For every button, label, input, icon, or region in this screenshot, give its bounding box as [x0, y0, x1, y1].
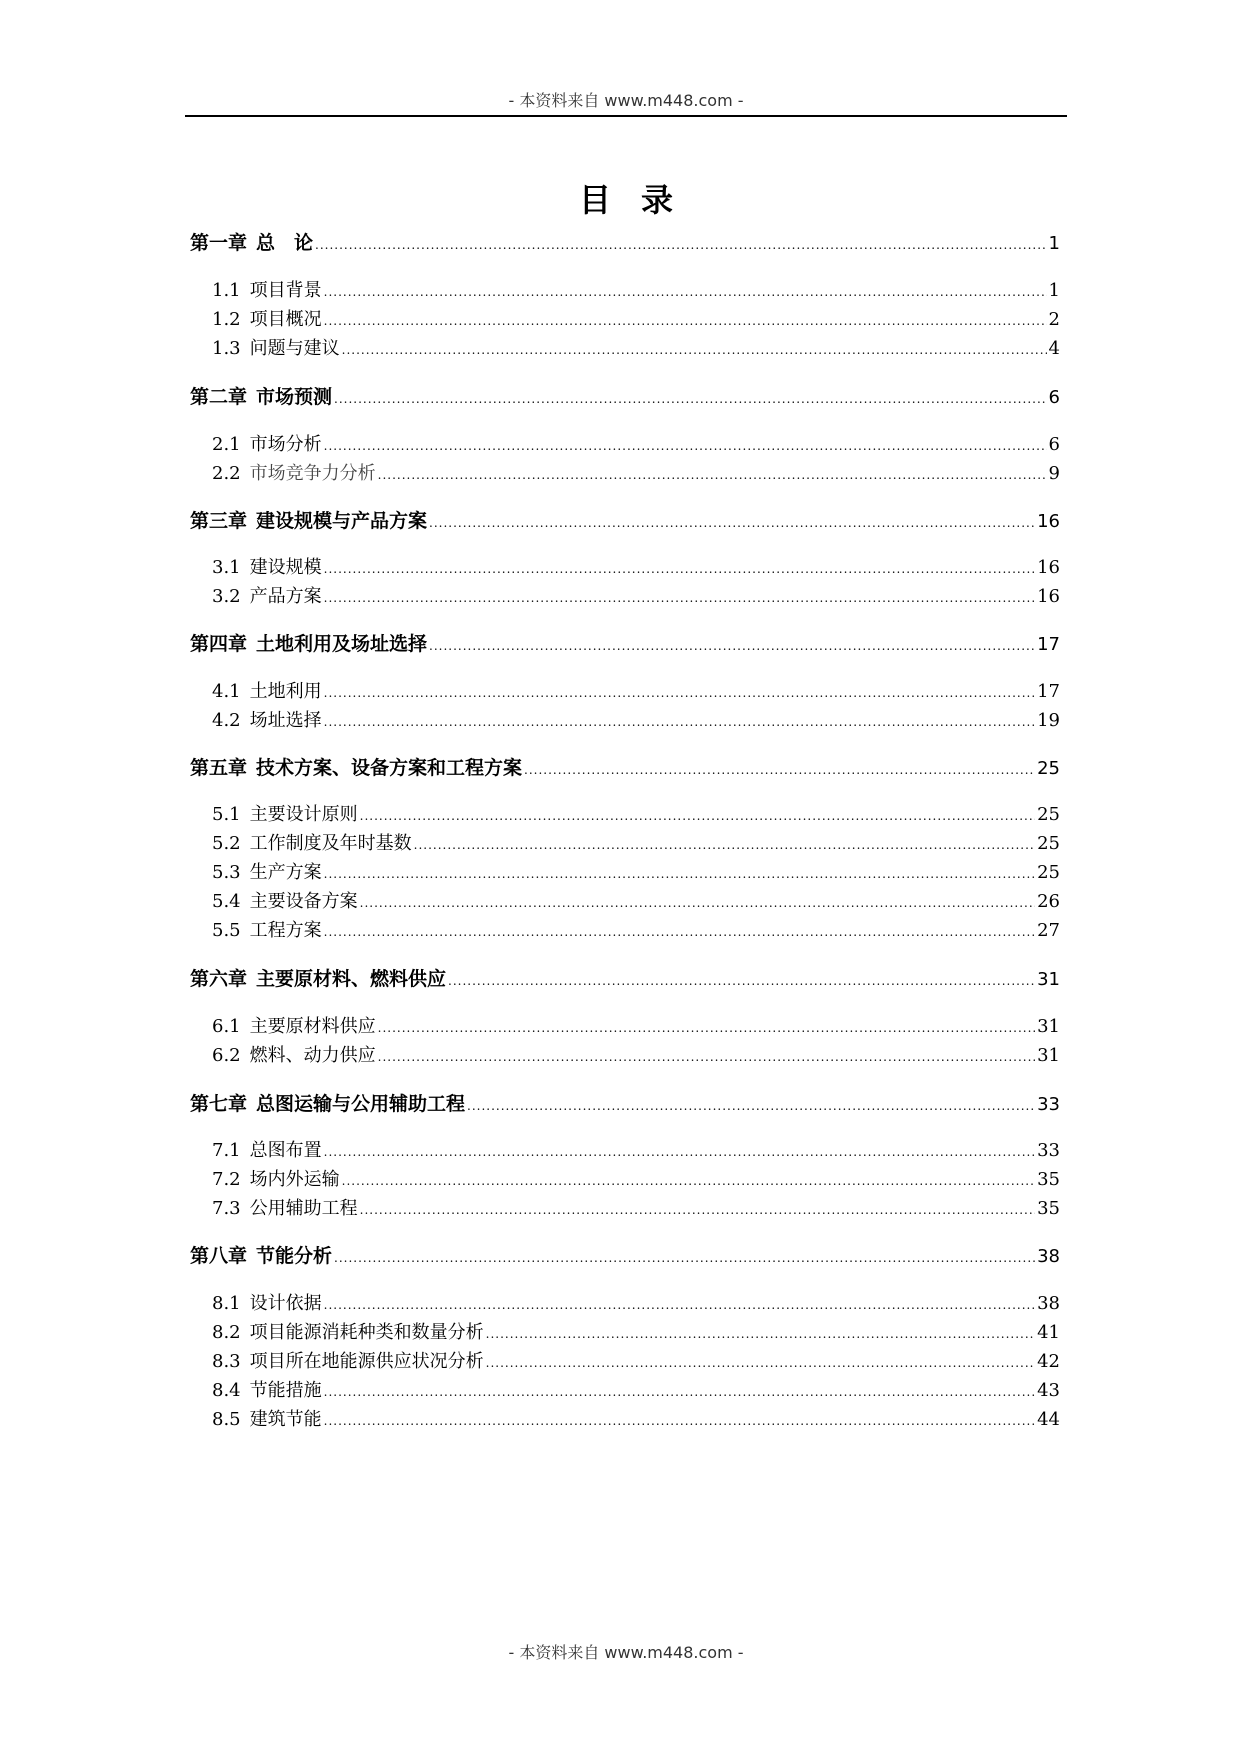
dot-leader	[467, 1099, 1035, 1113]
toc-entry-title: 项目背景	[249, 280, 322, 301]
toc-page-number: 9	[1048, 463, 1060, 484]
toc-entry-title: 项目能源消耗种类和数量分析	[249, 1322, 484, 1343]
toc-section-entry[interactable]	[212, 829, 1060, 855]
toc-entry-number: 第八章	[190, 1245, 248, 1267]
toc-section-entry[interactable]	[212, 1318, 1060, 1344]
toc-entry-title: 主要设计原则	[249, 804, 358, 825]
page-footer: - 本资料来自 www.m448.com -	[508, 1643, 744, 1662]
toc-page-number: 16	[1037, 557, 1060, 578]
toc-entry-title: 生产方案	[249, 862, 322, 883]
toc-page-number: 31	[1037, 1016, 1060, 1037]
dot-leader	[429, 639, 1035, 653]
toc-entry-title: 建设规模	[249, 557, 322, 578]
toc-entry-number: 第二章	[190, 386, 248, 408]
toc-entry-number: 第四章	[190, 633, 248, 655]
toc-section-entry[interactable]	[212, 858, 1060, 884]
toc-entry-title: 项目所在地能源供应状况分析	[249, 1351, 484, 1372]
toc-page-number: 43	[1037, 1380, 1060, 1401]
toc-entry-title: 总图运输与公用辅助工程	[256, 1093, 466, 1115]
toc-section-entry[interactable]	[212, 1347, 1060, 1373]
dot-leader	[448, 974, 1035, 988]
toc-entry-title: 主要原材料供应	[249, 1016, 376, 1037]
toc-entry-number: 4.1	[212, 681, 241, 702]
dot-leader	[360, 1203, 1035, 1217]
toc-entry-number: 3.2	[212, 586, 241, 607]
toc-page-number: 17	[1037, 681, 1060, 702]
toc-entry-number: 5.1	[212, 804, 241, 825]
toc-entry-number: 8.2	[212, 1322, 241, 1343]
toc-page-number: 16	[1037, 511, 1060, 532]
toc-page-number: 1	[1048, 233, 1060, 254]
toc-entry-number: 1.1	[212, 280, 241, 301]
toc-section-entry[interactable]	[212, 1194, 1060, 1220]
toc-page-number: 27	[1037, 920, 1060, 941]
toc-entry-title: 建设规模与产品方案	[256, 510, 428, 532]
dot-leader	[324, 591, 1035, 605]
toc-section-entry[interactable]	[212, 1289, 1060, 1315]
toc-entry-title: 设计依据	[249, 1293, 322, 1314]
toc-entry-title: 燃料、动力供应	[249, 1045, 376, 1066]
toc-entry-title: 产品方案	[249, 586, 322, 607]
toc-section-entry[interactable]	[212, 1041, 1060, 1067]
page-title: 目录	[578, 181, 703, 219]
toc-page-number: 25	[1037, 862, 1060, 883]
toc-chapter-entry[interactable]	[190, 382, 1060, 409]
toc-section-entry[interactable]	[212, 582, 1060, 608]
toc-entry-title: 技术方案、设备方案和工程方案	[256, 757, 523, 779]
toc-entry-title: 建筑节能	[249, 1409, 322, 1430]
toc-page-number: 1	[1048, 280, 1060, 301]
dot-leader	[324, 1298, 1035, 1312]
toc-section-entry[interactable]	[212, 1376, 1060, 1402]
toc-chapter-entry[interactable]	[190, 1089, 1060, 1116]
toc-entry-number: 第七章	[190, 1093, 248, 1115]
toc-section-entry[interactable]	[212, 459, 1060, 485]
dot-leader	[360, 896, 1035, 910]
toc-entry-number: 第一章	[190, 232, 248, 254]
dot-leader	[414, 838, 1035, 852]
toc-page-number: 25	[1037, 833, 1060, 854]
toc-page-number: 35	[1037, 1169, 1060, 1190]
toc-page-number: 38	[1037, 1246, 1060, 1267]
toc-page-number: 17	[1037, 634, 1060, 655]
dot-leader	[486, 1356, 1035, 1370]
page-header: - 本资料来自 www.m448.com -	[508, 91, 744, 110]
toc-section-entry[interactable]	[212, 800, 1060, 826]
toc-entry-title: 总图布置	[249, 1140, 322, 1161]
dot-leader	[342, 343, 1047, 357]
dot-leader	[324, 285, 1047, 299]
toc-page-number: 33	[1037, 1094, 1060, 1115]
toc-entry-title: 主要设备方案	[249, 891, 358, 912]
toc-entry-number: 8.4	[212, 1380, 241, 1401]
toc-entry-number: 1.3	[212, 338, 241, 359]
dot-leader	[324, 925, 1035, 939]
toc-entry-number: 7.1	[212, 1140, 241, 1161]
toc-page-number: 6	[1048, 434, 1060, 455]
toc-section-entry[interactable]	[212, 430, 1060, 456]
toc-entry-number: 7.3	[212, 1198, 241, 1219]
toc-chapter-entry[interactable]	[190, 506, 1060, 533]
dot-leader	[324, 686, 1035, 700]
toc-entry-title: 节能措施	[249, 1380, 322, 1401]
toc-page-number: 4	[1048, 338, 1060, 359]
toc-section-entry[interactable]	[212, 334, 1060, 360]
toc-entry-number: 8.5	[212, 1409, 241, 1430]
toc-section-entry[interactable]	[212, 887, 1060, 913]
toc-page-number: 19	[1037, 710, 1060, 731]
dot-leader	[486, 1327, 1035, 1341]
toc-page-number: 41	[1037, 1322, 1060, 1343]
toc-section-entry[interactable]	[212, 1012, 1060, 1038]
toc-chapter-entry[interactable]	[190, 228, 1060, 255]
toc-entry-number: 4.2	[212, 710, 241, 731]
toc-entry-number: 5.2	[212, 833, 241, 854]
toc-entry-number: 2.1	[212, 434, 241, 455]
toc-entry-title: 场址选择	[249, 710, 322, 731]
toc-section-entry[interactable]	[212, 706, 1060, 732]
toc-page-number: 25	[1037, 804, 1060, 825]
dot-leader	[324, 1385, 1035, 1399]
dot-leader	[429, 516, 1035, 530]
toc-page-number: 6	[1048, 387, 1060, 408]
toc-page-number: 31	[1037, 1045, 1060, 1066]
toc-entry-title: 节能分析	[256, 1245, 333, 1267]
toc-entry-title: 问题与建议	[249, 338, 340, 359]
toc-section-entry[interactable]	[212, 916, 1060, 942]
toc-entry-title: 市场竞争力分析	[249, 463, 376, 484]
toc-entry-title: 总 论	[256, 232, 314, 254]
toc-page-number: 35	[1037, 1198, 1060, 1219]
dot-leader	[324, 439, 1047, 453]
toc-chapter-entry[interactable]	[190, 753, 1060, 780]
toc-page-number: 42	[1037, 1351, 1060, 1372]
dot-leader	[334, 392, 1047, 406]
toc-section-entry[interactable]	[212, 1165, 1060, 1191]
toc-page-number: 44	[1037, 1409, 1060, 1430]
toc-entry-number: 8.1	[212, 1293, 241, 1314]
dot-leader	[360, 809, 1035, 823]
toc-entry-number: 6.1	[212, 1016, 241, 1037]
toc-section-entry[interactable]	[212, 553, 1060, 579]
dot-leader	[378, 1050, 1035, 1064]
toc-entry-number: 第五章	[190, 757, 248, 779]
toc-entry-title: 工程方案	[249, 920, 322, 941]
toc-entry-number: 8.3	[212, 1351, 241, 1372]
toc-chapter-entry[interactable]	[190, 629, 1060, 656]
toc-entry-number: 5.3	[212, 862, 241, 883]
toc-page-number: 16	[1037, 586, 1060, 607]
toc-page-number: 2	[1048, 309, 1060, 330]
toc-page-number: 38	[1037, 1293, 1060, 1314]
toc-entry-title: 土地利用及场址选择	[256, 633, 428, 655]
toc-entry-title: 项目概况	[249, 309, 322, 330]
dot-leader	[378, 468, 1047, 482]
toc-entry-title: 工作制度及年时基数	[249, 833, 412, 854]
dot-leader	[524, 763, 1035, 777]
toc-section-entry[interactable]	[212, 1136, 1060, 1162]
toc-entry-number: 第六章	[190, 968, 248, 990]
toc-entry-number: 7.2	[212, 1169, 241, 1190]
dot-leader	[324, 1414, 1035, 1428]
toc-entry-number: 2.2	[212, 463, 241, 484]
toc-entry-number: 第三章	[190, 510, 248, 532]
toc-entry-number: 6.2	[212, 1045, 241, 1066]
toc-page-number: 26	[1037, 891, 1060, 912]
toc-page-number: 25	[1037, 758, 1060, 779]
toc-entry-title: 主要原材料、燃料供应	[256, 968, 447, 990]
dot-leader	[334, 1251, 1035, 1265]
toc-entry-title: 公用辅助工程	[249, 1198, 358, 1219]
toc-entry-number: 3.1	[212, 557, 241, 578]
dot-leader	[324, 562, 1035, 576]
toc-chapter-entry[interactable]	[190, 964, 1060, 991]
toc-entry-title: 土地利用	[249, 681, 322, 702]
dot-leader	[324, 715, 1035, 729]
dot-leader	[378, 1021, 1035, 1035]
toc-page-number: 33	[1037, 1140, 1060, 1161]
toc-entry-number: 5.4	[212, 891, 241, 912]
toc-section-entry[interactable]	[212, 305, 1060, 331]
toc-entry-title: 市场分析	[249, 434, 322, 455]
dot-leader	[324, 314, 1047, 328]
toc-section-entry[interactable]	[212, 677, 1060, 703]
toc-section-entry[interactable]	[212, 1405, 1060, 1431]
toc-entry-title: 市场预测	[256, 386, 333, 408]
toc-chapter-entry[interactable]	[190, 1241, 1060, 1268]
toc-entry-number: 5.5	[212, 920, 241, 941]
toc-section-entry[interactable]	[212, 276, 1060, 302]
dot-leader	[315, 238, 1047, 252]
toc-entry-title: 场内外运输	[249, 1169, 340, 1190]
dot-leader	[324, 1145, 1035, 1159]
dot-leader	[324, 867, 1035, 881]
toc-page-number: 31	[1037, 969, 1060, 990]
dot-leader	[342, 1174, 1035, 1188]
toc-entry-number: 1.2	[212, 309, 241, 330]
